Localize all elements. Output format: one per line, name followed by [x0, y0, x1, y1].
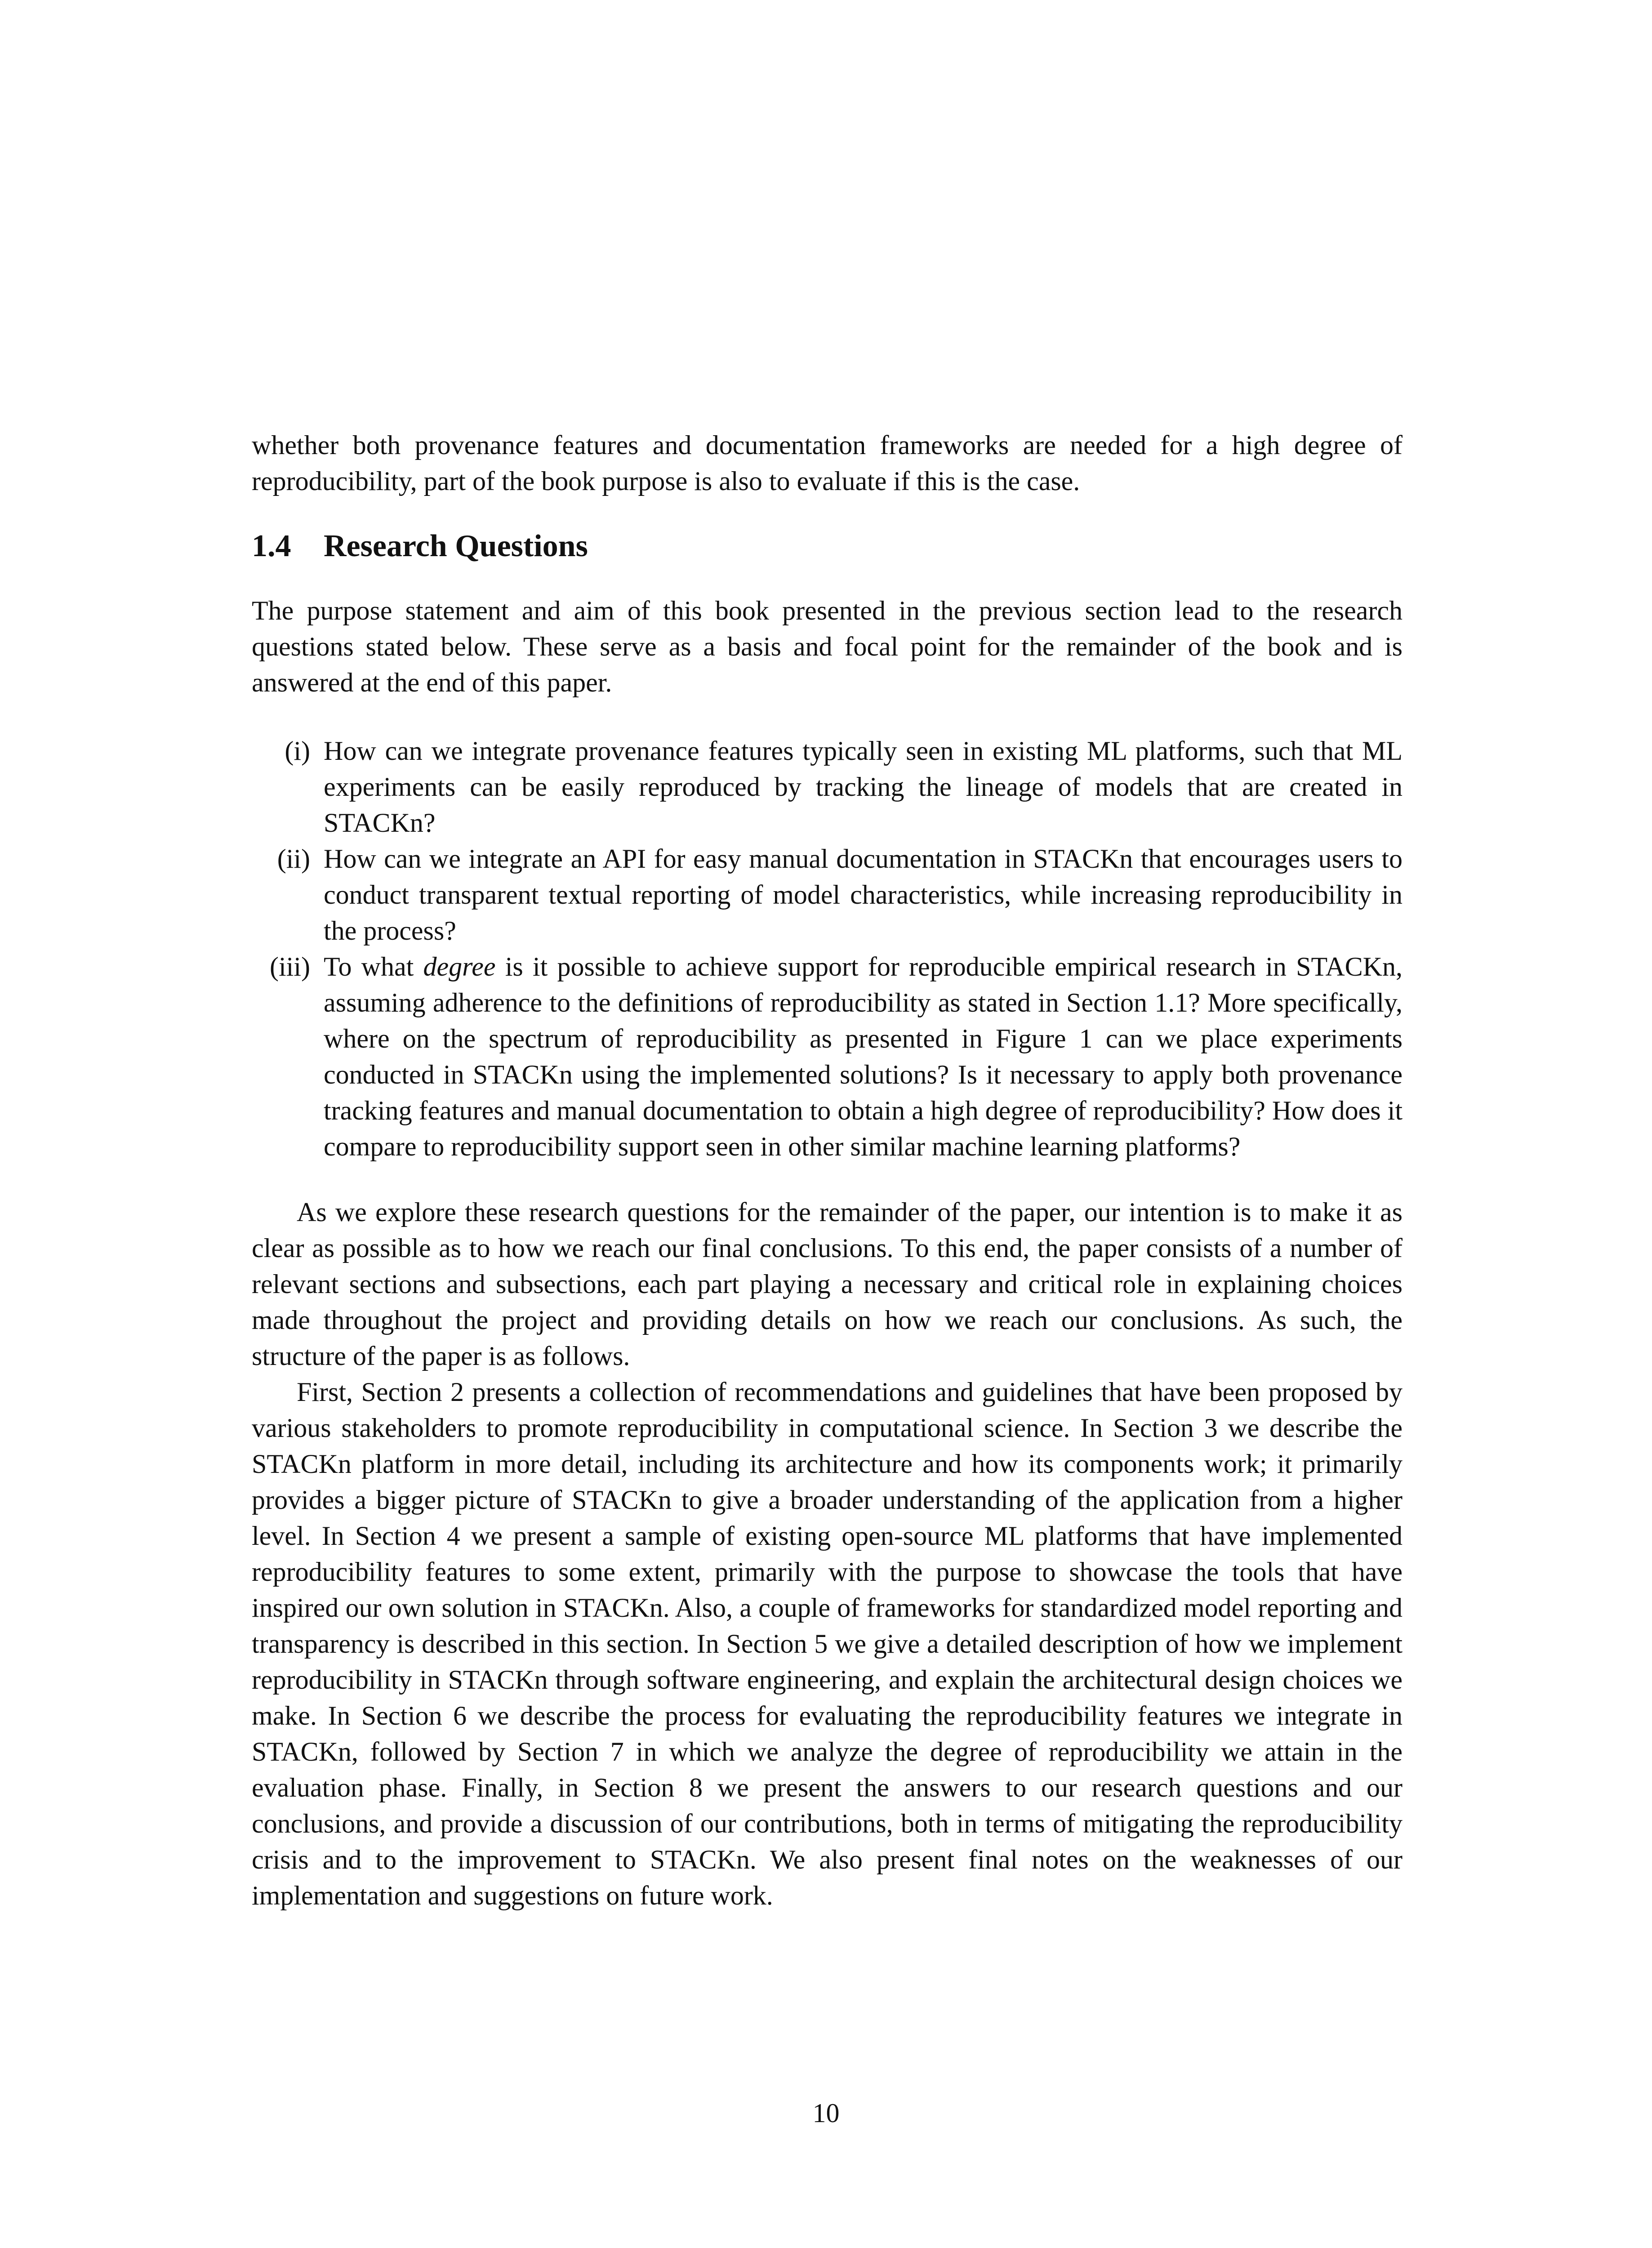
- page-body: [252, 427, 1403, 1913]
- section-intro-paragraph: The purpose statement and aim of this book presented in the previous section lead to the research questions stated below. These serve as a basis and focal point for the remainder of the book and is answered at the end of this paper.: [252, 596, 1403, 697]
- question-emphasis: degree: [423, 952, 496, 981]
- question-marker: (iii): [270, 952, 310, 981]
- intro-continuation-paragraph: whether both provenance features and documentation frameworks are needed for a high degree of reproducibility, part of the book purpose is also to evaluate if this is the case.: [252, 430, 1403, 496]
- section-heading: [252, 526, 1403, 566]
- section-title: Research Questions: [324, 529, 588, 563]
- question-text: How can we integrate an API for easy manual documentation in STACKn that encourages users to conduct transparent textual reporting of model characteristics, while increasing reproducibility in the process?: [324, 844, 1403, 946]
- question-text: How can we integrate provenance features typically seen in existing ML platforms, such that ML experiments can be easily reproduced by tracking the lineage of models that are created in STACKn?: [324, 736, 1403, 838]
- research-questions-list: [252, 733, 1403, 1164]
- question-text: [324, 949, 1403, 1164]
- page-number: 10: [812, 2098, 840, 2128]
- research-question-item: [252, 733, 1403, 841]
- body-paragraph: First, Section 2 presents a collection of recommendations and guidelines that have been proposed by various stakeholders to promote reproducibility in computational science. In Section 3 we describe the STACKn platform in more detail, including its architecture and how its components work; it primarily provides a bigger picture of STACKn to give a broader understanding of the application from a higher level. In Section 4 we present a sample of existing open-source ML platforms that have implemented reproducibility features to some extent, primarily with the purpose to showcase the tools that have inspired our own solution in STACKn. Also, a couple of frameworks for standardized model reporting and transparency is described in this section. In Section 5 we give a detailed description of how we implement reproducibility in STACKn through software engineering, and explain the architectural design choices we make. In Section 6 we describe the process for evaluating the reproducibility features we integrate in STACKn, followed by Section 7 in which we analyze the degree of reproducibility we attain in the evaluation phase. Finally, in Section 8 we present the answers to our research questions and our conclusions, and provide a discussion of our contributions, both in terms of mitigating the reproducibility crisis and to the improvement to STACKn. We also present final notes on the weaknesses of our implementation and suggestions on future work.: [252, 1377, 1403, 1910]
- question-text-rest: is it possible to achieve support for reproducible empirical research in STACKn, assuming adherence to the definitions of reproducibility as stated in Section 1.1? More specifically, where on the spectrum of reproducibility as presented in Figure 1 can we place experiments conducted in STACKn using the implemented solutions? Is it necessary to apply both provenance tracking features and manual documentation to obtain a high degree of reproducibility? How does it compare to reproducibility support seen in other similar machine learning platforms?: [324, 952, 1403, 1161]
- question-marker: (ii): [277, 844, 310, 874]
- research-question-item: [252, 949, 1403, 1164]
- question-marker: (i): [285, 736, 310, 766]
- question-text-start: To what: [324, 952, 423, 981]
- section-number: 1.4: [252, 529, 291, 563]
- research-question-item: [252, 841, 1403, 949]
- body-paragraph: As we explore these research questions for the remainder of the paper, our intention is to make it as clear as possible as to how we reach our final conclusions. To this end, the paper consists of a number of relevant sections and subsections, each part playing a necessary and critical role in explaining choices made throughout the project and providing details on how we reach our conclusions. As such, the structure of the paper is as follows.: [252, 1197, 1403, 1371]
